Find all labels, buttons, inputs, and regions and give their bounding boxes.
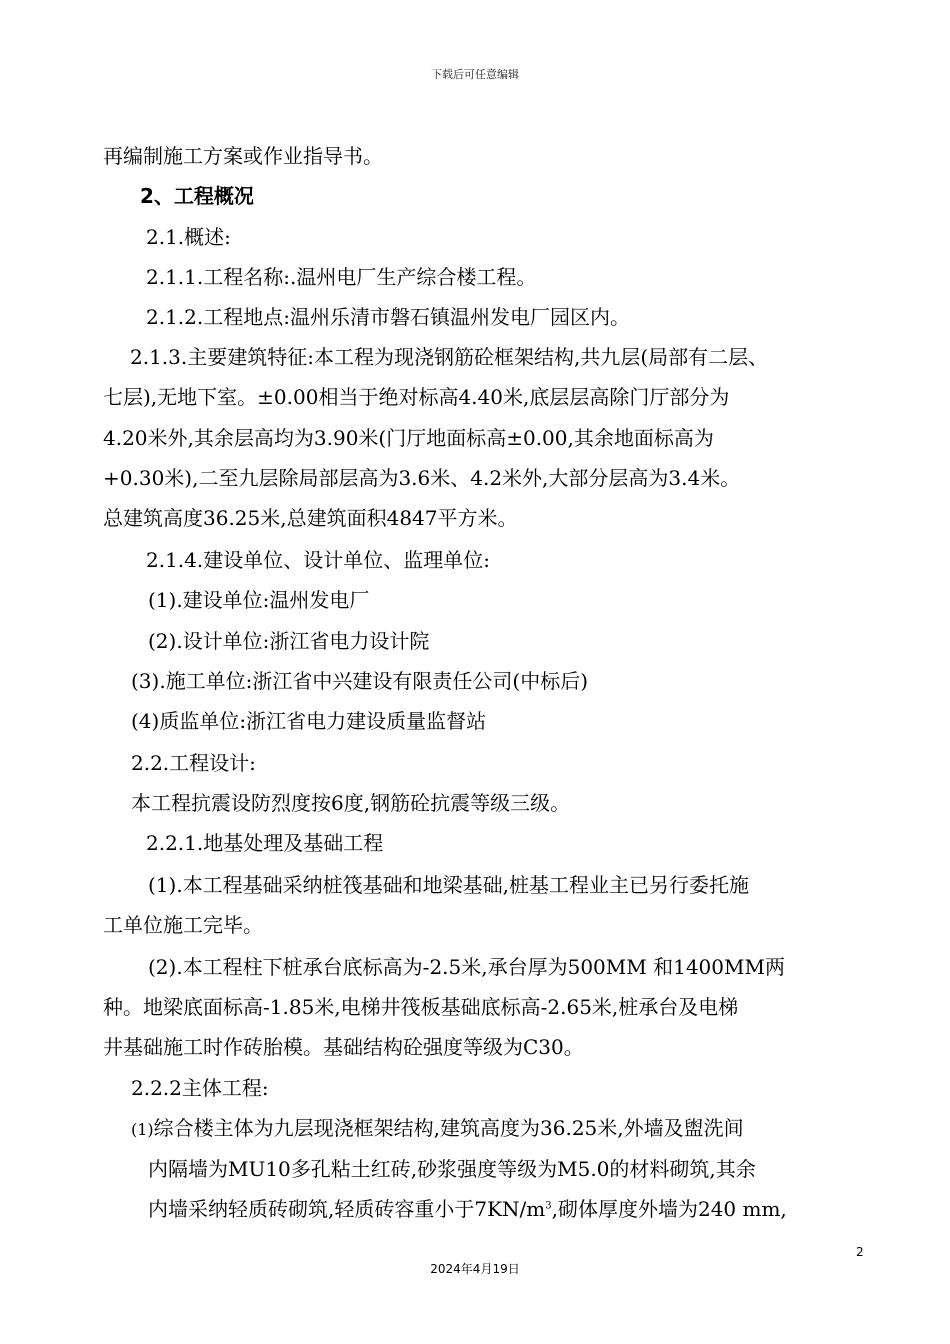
text-line: 2.1.2.工程地点:温州乐清市磐石镇温州发电厂园区内。: [146, 305, 630, 329]
page-header: 下载后可任意编辑: [431, 68, 519, 81]
text-line: 种。地梁底面标高-1.85米,电梯井筏板基础底标高-2.65米,桩承台及电梯: [103, 995, 739, 1019]
text-line: [131, 1116, 744, 1142]
list-marker: (1): [131, 1120, 154, 1139]
page-number: 2: [856, 1245, 864, 1259]
text-span: 综合楼主体为九层现浇框架结构,建筑高度为36.25米,外墙及盥洗间: [153, 1116, 744, 1140]
text-line: 七层),无地下室。±0.00相当于绝对标高4.40米,底层层高除门厅部分为: [103, 385, 730, 409]
text-line: (4)质监单位:浙江省电力建设质量监督站: [131, 709, 487, 733]
text-line: 2.2.工程设计:: [131, 751, 256, 775]
text-line: 2.1.3.主要建筑特征:本工程为现浇钢筋砼框架结构,共九层(局部有二层、: [130, 345, 769, 369]
section-heading: 2、工程概况: [140, 184, 254, 208]
text-line: (1).本工程基础采纳桩筏基础和地梁基础,桩基工程业主已另行委托施: [148, 873, 750, 897]
text-line: (1).建设单位:温州发电厂: [148, 588, 370, 612]
text-line: (2).本工程柱下桩承台底标高为-2.5米,承台厚为500MM 和1400MM两: [148, 955, 785, 979]
text-line: 2.2.1.地基处理及基础工程: [146, 831, 384, 855]
text-line: 2.1.4.建设单位、设计单位、监理单位:: [146, 548, 490, 572]
text-line: +0.30米),二至九层除局部层高为3.6米、4.2米外,大部分层高为3.4米。: [103, 466, 741, 490]
text-span: 内墙采纳轻质砖砌筑,轻质砖容重小于7KN/m: [148, 1197, 546, 1221]
text-line: 再编制施工方案或作业指导书。: [103, 144, 383, 168]
text-line: 内隔墙为MU10多孔粘土红砖,砂浆强度等级为M5.0的材料砌筑,其余: [148, 1157, 756, 1181]
text-line: 2.2.2主体工程:: [131, 1076, 269, 1100]
text-line: 井基础施工时作砖胎模。基础结构砼强度等级为C30。: [103, 1035, 584, 1059]
text-line: 2.1.1.工程名称:.温州电厂生产综合楼工程。: [146, 265, 537, 289]
text-line: 2.1.概述:: [146, 225, 231, 249]
text-line: (2).设计单位:浙江省电力设计院: [148, 629, 430, 653]
text-line: 总建筑高度36.25米,总建筑面积4847平方米。: [103, 506, 518, 530]
text-line: 本工程抗震设防烈度按6度,钢筋砼抗震等级三级。: [131, 791, 571, 815]
footer-date: 2024年4月19日: [430, 1262, 520, 1276]
text-line: 4.20米外,其余层高均为3.90米(门厅地面标高±0.00,其余地面标高为: [103, 426, 714, 450]
text-line: [148, 1197, 787, 1221]
text-span: ,砌体厚度外墙为240 mm,: [551, 1197, 787, 1221]
text-line: (3).施工单位:浙江省中兴建设有限责任公司(中标后): [131, 669, 589, 693]
superscript: 3: [545, 1200, 552, 1212]
text-line: 工单位施工完毕。: [103, 913, 263, 937]
